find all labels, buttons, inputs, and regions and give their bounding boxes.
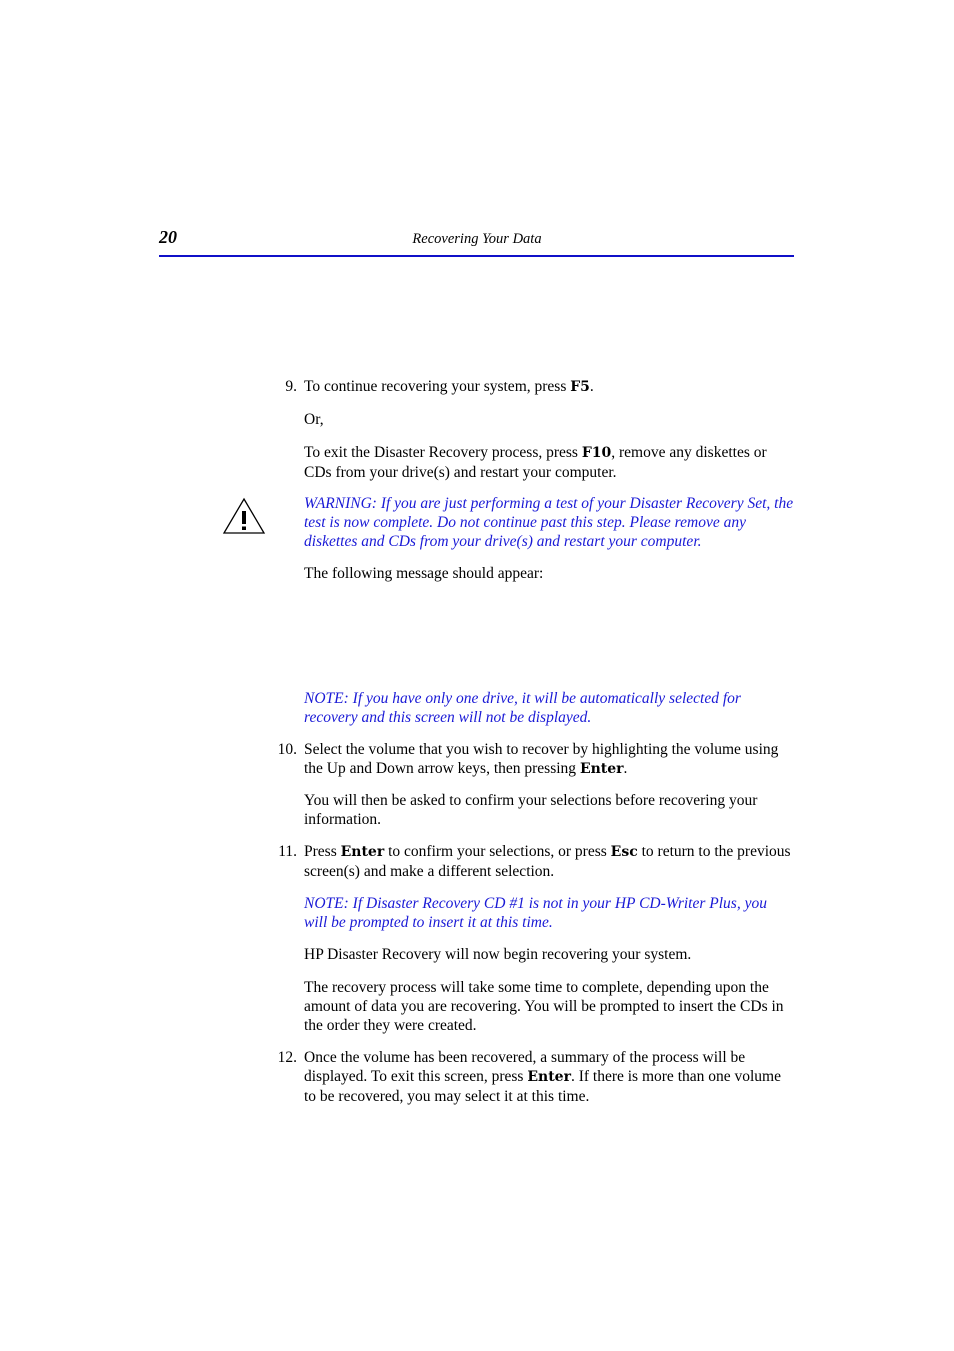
- begin-recovery-text: HP Disaster Recovery will now begin recovering your system.: [304, 946, 692, 963]
- warning-text: WARNING: If you are just performing a test of your Disaster Recovery Set, the test is now complete. Do not continue past this step. Please remove any diskettes and CDs from your drive(s) and restart your computer.: [304, 495, 794, 550]
- key-f5: F5: [570, 379, 590, 395]
- note-cd-prompt: NOTE: If Disaster Recovery CD #1 is not in your HP CD-Writer Plus, you will be prompted to insert it at this time.: [304, 895, 767, 931]
- step-number-9: 9.: [285, 378, 297, 395]
- step-number-12: 12.: [277, 1049, 297, 1066]
- step-number-11: 11.: [278, 843, 297, 860]
- exit-instructions: To exit the Disaster Recovery process, press F10, remove any diskettes or CDs from your drive(s) and restart your computer.: [304, 444, 767, 481]
- page-number: 20: [159, 227, 177, 247]
- confirm-info-text: You will then be asked to confirm your selections before recovering your information.: [304, 792, 758, 828]
- step-9-text: To continue recovering your system, press F5.: [304, 378, 594, 395]
- note-single-drive: NOTE: If you have only one drive, it will be automatically selected for recovery and this screen will not be displayed.: [304, 690, 741, 726]
- following-message-text: The following message should appear:: [304, 565, 544, 582]
- step-11-text: Press Enter to confirm your selections, or press Esc to return to the previous screen(s) and make a different selection.: [304, 843, 791, 880]
- header-rule: [159, 255, 794, 257]
- key-esc: Esc: [610, 844, 638, 860]
- recovery-process-text: The recovery process will take some time to complete, depending upon the amount of data you are recovering. You will be prompted to insert the CDs in the order they were created.: [304, 979, 784, 1034]
- step-number-10: 10.: [277, 741, 297, 758]
- key-enter: Enter: [527, 1069, 571, 1085]
- key-enter: Enter: [579, 761, 624, 777]
- step-10-text: Select the volume that you wish to recover by highlighting the volume using the Up and Down arrow keys, then pressing Enter.: [304, 741, 779, 777]
- or-text: Or,: [304, 411, 324, 428]
- key-f10: F10: [581, 445, 612, 461]
- running-title: Recovering Your Data: [412, 231, 542, 247]
- warning-triangle-icon: [222, 497, 266, 535]
- key-enter: Enter: [340, 844, 385, 860]
- step-12-text: Once the volume has been recovered, a summary of the process will be displayed. To exit this screen, press Enter. If there is more than one volume to be recovered, you may select it at this time.: [304, 1049, 781, 1105]
